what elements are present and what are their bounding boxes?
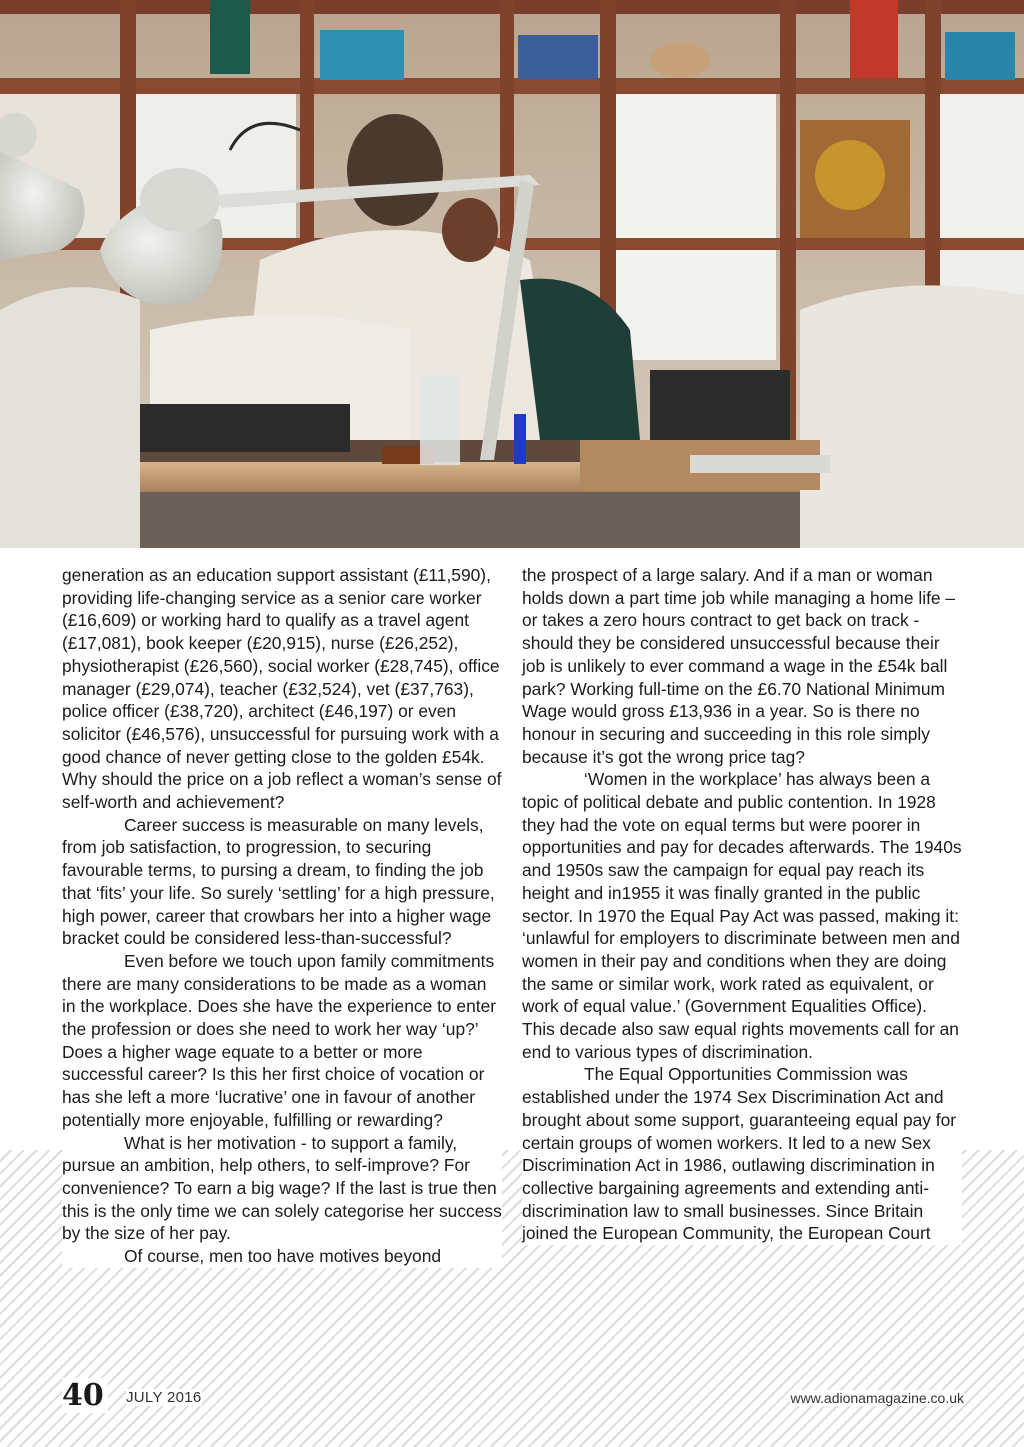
- paragraph: The Equal Opportunities Commission was established under the 1974 Sex Discrimination Act and brought about some support, guaranteeing equal pay for certain groups of women workers. It led to a new Sex Discrimination Act in 1986, outlawing discrimination in collective bargaining agreements and extending anti-discrimination law to small businesses. Since Britain joined the European Community, the European Court: [522, 1064, 957, 1244]
- paragraph: generation as an education support assistant (£11,590), providing life-changing service as a senior care worker (£16,609) or working hard to qualify as a travel agent (£17,081), book keeper (£20,915), nurse (£26,252), physiotherapist (£26,560), social worker (£28,745), office manager (£29,074), teacher (£32,524), vet (£37,763), police officer (£38,720), architect (£46,197) or even solicitor (£46,576), unsuccessful for pursuing work with a good chance of never getting close to the golden £54k. Why should the price on a job reflect a woman’s sense of self-worth and achievement?: [62, 565, 502, 813]
- article-left-column: [62, 564, 502, 1268]
- office-desk-lamp-photo: [0, 0, 1024, 548]
- article-right-column: [522, 564, 962, 1245]
- paragraph: What is her motivation - to support a family, pursue an ambition, help others, to self-improve? For convenience? To earn a big wage? If the last is true then this is the only time we can solely categorise her success by the size of her pay.: [62, 1132, 502, 1244]
- paragraph: Of course, men too have motives beyond: [124, 1246, 442, 1267]
- header-photo: [0, 0, 1024, 548]
- paragraph: Even before we touch upon family commitments there are many considerations to be made as a woman in the workplace. Does she have the experience to enter the profession or does she need to work her way ‘up?’ Does a higher wage equate to a better or more successful career? Is this her first choice of vocation or has she left a more ‘lucrative’ one in favour of another potentially more enjoyable, fulfilling or rewarding?: [62, 950, 497, 1130]
- issue-date: JULY 2016: [126, 1389, 202, 1406]
- paragraph: the prospect of a large salary. And if a man or woman holds down a part time job while managing a home life – or takes a zero hours contract to get back on track - should they be considered unsuccessful because their job is unlikely to ever command a wage in the £54k ball park? Working full-time on the £6.70 National Minimum Wage would gross £13,936 in a year. So is there no honour in securing and succeeding in this role simply because it’s got the wrong price tag?: [522, 565, 956, 767]
- website-url[interactable]: www.adionamagazine.co.uk: [790, 1390, 964, 1406]
- page-number: 40: [62, 1378, 108, 1413]
- paragraph: Career success is measurable on many levels, from job satisfaction, to progression, to securing favourable terms, to pursing a dream, to finding the job that ‘fits’ your life. So surely ‘settling’ for a high pressure, high power, career that crowbars her into a higher wage bracket could be considered less-than-successful?: [62, 814, 495, 949]
- paragraph: ‘Women in the workplace’ has always been a topic of political debate and public contention. In 1928 they had the vote on equal terms but were poorer in opportunities and pay for decades afterwards. The 1940s and 1950s saw the campaign for equal pay reach its height and in1955 it was finally granted in the public sector. In 1970 the Equal Pay Act was passed, making it: ‘unlawful for employers to discriminate between men and women in their pay and conditions when they are doing the same or similar work, work rated as equivalent, or work of equal value.’ (Government Equalities Office). This decade also saw equal rights movements call for an end to various types of discrimination.: [522, 769, 962, 1062]
